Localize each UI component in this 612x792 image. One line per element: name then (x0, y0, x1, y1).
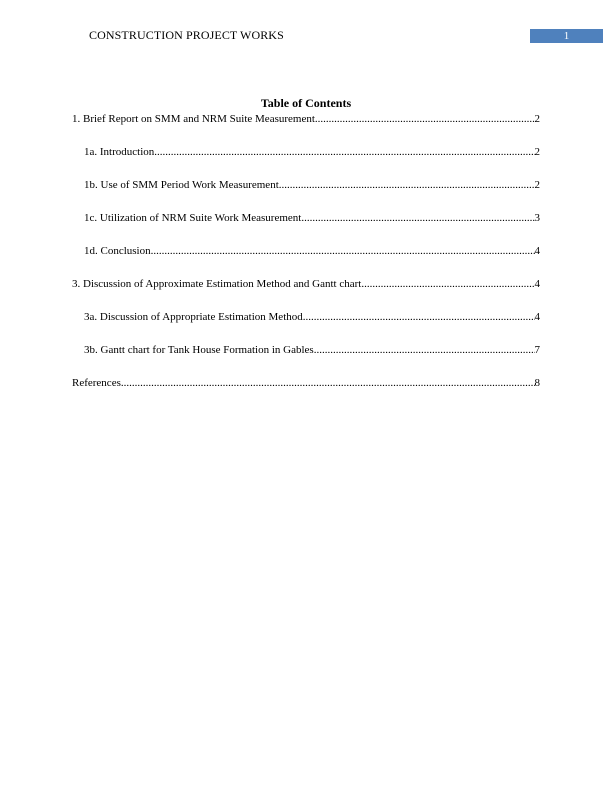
toc-page-number: 7 (534, 344, 540, 356)
toc-entry-smm-period-work[interactable] (72, 178, 540, 192)
toc-page-number: 2 (534, 113, 540, 125)
toc-entry-text: 1c. Utilization of NRM Suite Work Measurement (84, 212, 302, 224)
toc-entry-text: 1d. Conclusion (84, 245, 151, 257)
toc-entry-text: 1a. Introduction (84, 146, 155, 158)
toc-entry-estimation-gantt[interactable] (72, 277, 540, 291)
page-number-badge: 1 (530, 29, 603, 43)
toc-entry-text: 1. Brief Report on SMM and NRM Suite Measurement (72, 113, 315, 125)
toc-entry-text: 1b. Use of SMM Period Work Measurement (84, 179, 279, 191)
toc-dot-leader (154, 145, 534, 159)
toc-dot-leader (361, 277, 534, 291)
toc-heading: Table of Contents (260, 96, 352, 110)
toc-dot-leader (303, 310, 535, 324)
toc-entry-text: 3. Discussion of Approximate Estimation Method and Gantt chart (72, 278, 362, 290)
toc-entry-nrm-suite-work[interactable] (72, 211, 540, 225)
toc-entry-gantt-chart[interactable] (72, 343, 540, 357)
table-of-contents (72, 112, 540, 409)
toc-entry-text: 3a. Discussion of Appropriate Estimation Method (84, 311, 303, 323)
toc-page-number: 3 (534, 212, 540, 224)
toc-dot-leader (279, 178, 535, 192)
toc-dot-leader (314, 343, 535, 357)
toc-dot-leader (301, 211, 534, 225)
toc-page-number: 4 (534, 311, 540, 323)
toc-dot-leader (121, 376, 535, 390)
toc-page-number: 2 (534, 146, 540, 158)
toc-entry-conclusion[interactable] (72, 244, 540, 258)
toc-dot-leader (151, 244, 535, 258)
toc-entry-text: 3b. Gantt chart for Tank House Formation in Gables (84, 344, 314, 356)
toc-entry-introduction[interactable] (72, 145, 540, 159)
running-header-title: CONSTRUCTION PROJECT WORKS (89, 28, 284, 42)
toc-entry-brief-report[interactable] (72, 112, 540, 126)
toc-entry-estimation-method[interactable] (72, 310, 540, 324)
toc-page-number: 4 (534, 278, 540, 290)
toc-page-number: 4 (534, 245, 540, 257)
toc-entry-text: References (72, 377, 121, 389)
toc-dot-leader (315, 112, 535, 126)
toc-page-number: 2 (534, 179, 540, 191)
toc-entry-references[interactable] (72, 376, 540, 390)
toc-page-number: 8 (534, 377, 540, 389)
